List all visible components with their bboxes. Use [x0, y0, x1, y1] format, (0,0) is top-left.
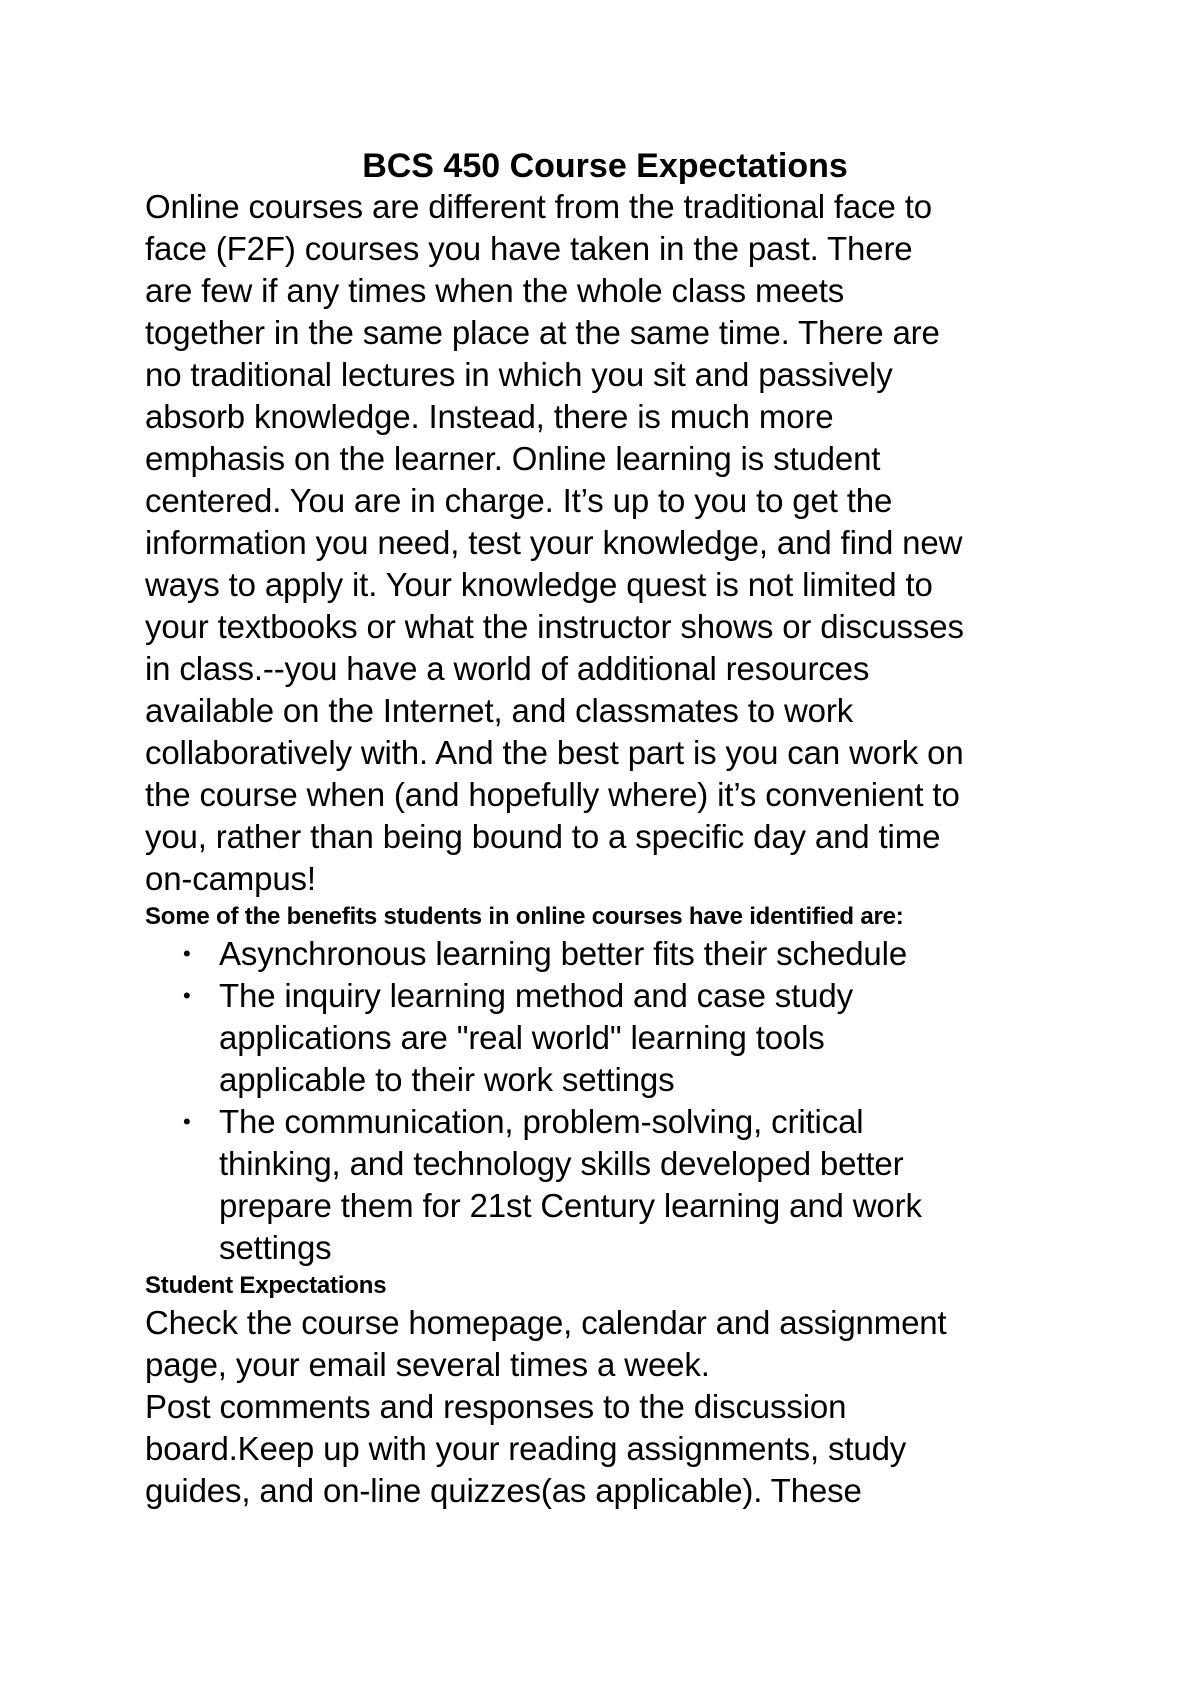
benefits-list	[145, 933, 1075, 1269]
list-item	[145, 975, 1075, 1101]
intro-line: ways to apply it. Your knowledge quest is not limited to	[145, 566, 933, 603]
benefits-heading: Some of the benefits students in online courses have identified are:	[145, 903, 904, 930]
intro-line: absorb knowledge. Instead, there is much more	[145, 398, 834, 435]
document-title: BCS 450 Course Expectations	[362, 147, 848, 185]
intro-line: emphasis on the learner. Online learning is student	[145, 440, 881, 477]
intro-line: you, rather than being bound to a specific day and time	[145, 818, 941, 855]
intro-paragraph	[145, 186, 1075, 900]
intro-line: face (F2F) courses you have taken in the past. There	[145, 230, 913, 267]
intro-line: are few if any times when the whole class meets	[145, 272, 845, 309]
student-expectations-heading: Student Expectations	[145, 1272, 387, 1299]
student-line: guides, and on-line quizzes(as applicable). These	[145, 1472, 862, 1509]
student-line: Post comments and responses to the discussion	[145, 1388, 847, 1425]
document-content	[145, 146, 1075, 1512]
list-item-line: The communication, problem-solving, critical	[219, 1103, 864, 1140]
student-line: Check the course homepage, calendar and assignment	[145, 1304, 947, 1341]
list-item-line: Asynchronous learning better fits their schedule	[219, 935, 908, 972]
student-line: board.Keep up with your reading assignments, study	[145, 1430, 907, 1467]
list-item-line: settings	[219, 1229, 332, 1266]
intro-line: the course when (and hopefully where) it’s convenient to	[145, 776, 960, 813]
intro-line: in class.--you have a world of additional resources	[145, 650, 870, 687]
list-item	[145, 933, 1075, 975]
intro-line: Online courses are different from the traditional face to	[145, 188, 932, 225]
bullet-icon: •	[183, 1109, 191, 1134]
intro-line: together in the same place at the same time. There are	[145, 314, 940, 351]
list-item-line: applications are "real world" learning tools	[219, 1019, 825, 1056]
intro-line: your textbooks or what the instructor shows or discusses	[145, 608, 964, 645]
intro-line: on-campus!	[145, 860, 316, 897]
student-expectations-paragraph	[145, 1302, 1075, 1512]
list-item	[145, 1101, 1075, 1269]
list-item-line: prepare them for 21st Century learning and work	[219, 1187, 922, 1224]
intro-line: centered. You are in charge. It’s up to you to get the	[145, 482, 893, 519]
intro-line: available on the Internet, and classmates to work	[145, 692, 854, 729]
intro-line: no traditional lectures in which you sit and passively	[145, 356, 893, 393]
bullet-icon: •	[183, 941, 191, 966]
list-item-line: thinking, and technology skills developed better	[219, 1145, 904, 1182]
list-item-line: applicable to their work settings	[219, 1061, 675, 1098]
intro-line: information you need, test your knowledge, and find new	[145, 524, 963, 561]
bullet-icon: •	[183, 983, 191, 1008]
intro-line: collaboratively with. And the best part is you can work on	[145, 734, 964, 771]
list-item-line: The inquiry learning method and case study	[219, 977, 853, 1014]
student-line: page, your email several times a week.	[145, 1346, 710, 1383]
